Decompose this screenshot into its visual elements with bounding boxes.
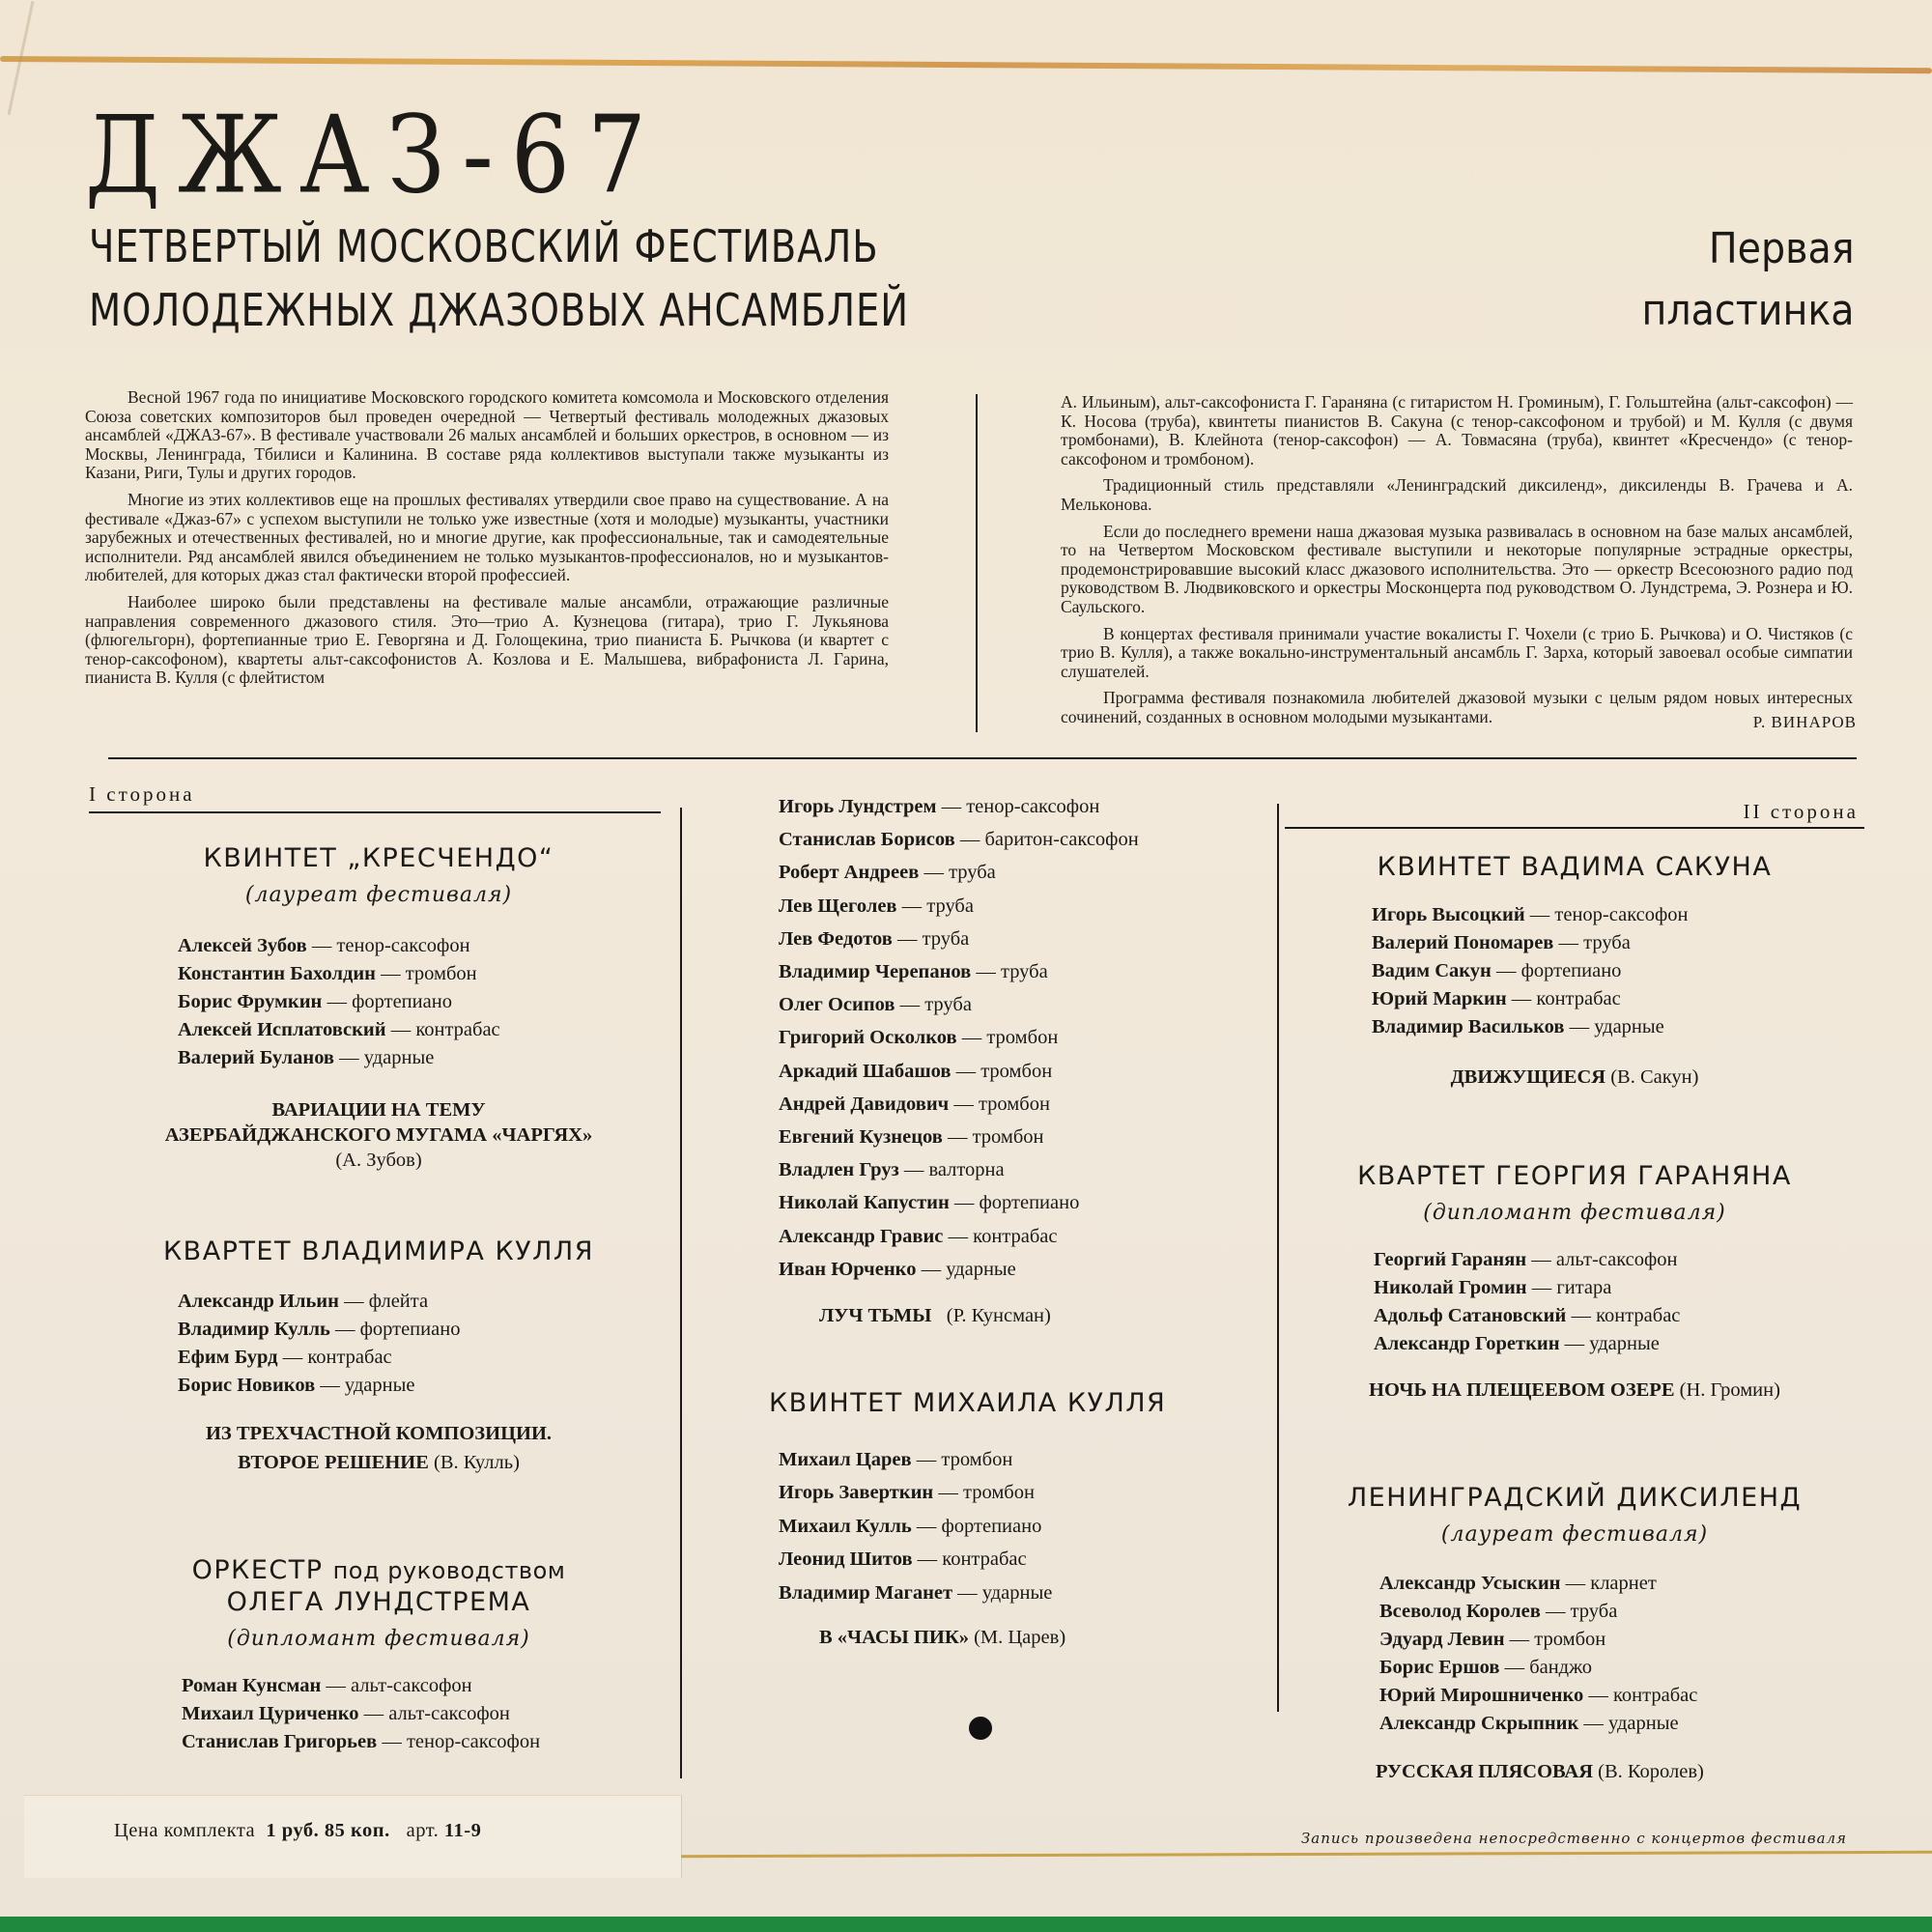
subtitle-line-1: ЧЕТВЕРТЫЙ МОСКОВСКИЙ ФЕСТИВАЛЬ	[89, 220, 879, 272]
member: Александр Горeткин — ударные	[1374, 1333, 1660, 1354]
track-composer: (М. Царев)	[974, 1627, 1066, 1649]
member: Лев Федотов — труба	[779, 927, 970, 950]
member: Иван Юрченко — ударные	[779, 1258, 1016, 1280]
member: Владимир Кулль — фортепиано	[178, 1319, 461, 1340]
member: Владимир Черепанов — труба	[779, 961, 1048, 983]
member: Всеволод Королев — труба	[1379, 1601, 1618, 1622]
liner-notes-left	[85, 388, 889, 696]
member-list	[779, 790, 1262, 1286]
member: Валерий Буланов — ударные	[178, 1047, 435, 1068]
member: Игорь Лундстрем — тенор-саксофон	[779, 796, 1100, 817]
ensemble-title-line-2: ОЛЕГА ЛУНДСТРЕМА	[226, 1587, 531, 1617]
member: Николай Капустин — фортепиано	[779, 1192, 1080, 1214]
member: Алексей Исплатовский — контрабас	[178, 1019, 500, 1040]
side-2-label: II сторона	[1743, 800, 1859, 823]
member: Евгений Кузнецов — тромбон	[779, 1126, 1044, 1149]
track	[1285, 1378, 1864, 1403]
ensemble-vladimir-kull	[89, 1236, 668, 1477]
paragraph: Традиционный стиль представляли «Ленинградский диксиленд», диксиленды В. Грачева и А. Мельконова.	[1061, 475, 1853, 514]
side-1-rule	[89, 811, 661, 813]
article-value: 11-9	[443, 1820, 482, 1841]
price-value: 1 руб. 85 коп.	[266, 1820, 390, 1841]
track-composer: (В. Кулль)	[434, 1452, 520, 1473]
member: Константин Бахолдин — тромбон	[178, 963, 477, 984]
track-composer: (Н. Громин)	[1679, 1379, 1780, 1401]
member: Андрей Давидович — тромбон	[779, 1093, 1050, 1115]
ensemble-title: КВИНТЕТ ВАДИМА САКУНА	[1377, 852, 1773, 882]
price-label: Цена комплекта	[114, 1820, 256, 1841]
track-title-line-2: ВТОРОЕ РЕШЕНИЕ	[238, 1452, 429, 1473]
member: Вадим Сакун — фортепиано	[1372, 960, 1622, 981]
paper-edge-line	[681, 1851, 1932, 1859]
ensemble-title: КВАРТЕТ ГЕОРГИЯ ГАРАНЯНА	[1357, 1161, 1792, 1191]
member: Георгий Гаранян — альт-саксофон	[1374, 1249, 1678, 1270]
member: Олег Осипов — труба	[779, 994, 972, 1016]
price-info	[114, 1820, 481, 1842]
member: Роберт Андреев — труба	[779, 862, 996, 884]
member: Александр Ильин — флейта	[178, 1291, 429, 1312]
track-title: НОЧЬ НА ПЛЕЩЕЕВОМ ОЗЕРЕ	[1369, 1379, 1675, 1401]
member: Адольф Сатановский — контрабас	[1374, 1305, 1681, 1326]
member: Николай Громин — гитара	[1374, 1277, 1612, 1298]
disc-line-1: Первая	[1709, 224, 1855, 273]
ensemble-title: КВИНТЕТ МИХАИЛА КУЛЛЯ	[769, 1388, 1167, 1418]
section-divider	[108, 757, 1857, 759]
member-list	[1372, 901, 1864, 1041]
ensemble-status: (дипломант фестиваля)	[1423, 1201, 1726, 1225]
liner-notes-right	[1061, 393, 1853, 735]
track	[1376, 1759, 1864, 1784]
member-list	[182, 1672, 668, 1756]
track	[819, 1625, 1213, 1650]
orchestra-members-continued	[779, 790, 1262, 1328]
track-title: ДВИЖУЩИЕСЯ	[1450, 1066, 1606, 1088]
track	[89, 1419, 668, 1477]
paragraph: Если до последнего времени наша джазовая музыка развивалась в основном на базе малых ансамблей, то на Четвертом Московском фестивале выступили и некоторые популярные эстрадные оркестры, продемонстрировавшие высокий класс джазового исполнительства. Это — оркестр Всесоюзного радио под руководством В. Людвиковского и оркестры Москонцерта под руководством О. Лундстрема, Э. Рознера и Ю. Саульского.	[1061, 521, 1853, 616]
member: Михаил Царев — тромбон	[779, 1449, 1013, 1470]
member: Владимир Маганет — ударные	[779, 1581, 1053, 1604]
ensemble-title: КВАРТЕТ ВЛАДИМИРА КУЛЛЯ	[163, 1236, 594, 1266]
member: Борис Ершов — банджо	[1379, 1657, 1593, 1678]
disc-line-2: пластинка	[1641, 286, 1855, 335]
track-title: РУССКАЯ ПЛЯСОВАЯ	[1376, 1761, 1594, 1782]
article-label: арт.	[406, 1820, 440, 1841]
column-divider	[1277, 804, 1279, 1712]
recording-note: Запись произведена непосредственно с концертов фестиваля	[1300, 1830, 1847, 1847]
track-title-line-1: ИЗ ТРЕХЧАСТНОЙ КОМПОЗИЦИИ.	[205, 1423, 553, 1444]
member-list	[178, 1288, 668, 1400]
member: Алексей Зубов — тенор-саксофон	[178, 935, 470, 956]
ensemble-status: (лауреат фестиваля)	[244, 883, 513, 907]
member: Аркадий Шабашов — тромбон	[779, 1060, 1053, 1082]
notes-author: Р. ВИНАРОВ	[1752, 713, 1857, 731]
member: Игорь Заверткин — тромбон	[779, 1482, 1035, 1504]
member: Юрий Мирошниченко — контрабас	[1379, 1685, 1698, 1706]
column-divider	[680, 808, 682, 1778]
member: Борис Новиков — ударные	[178, 1375, 415, 1396]
member: Александр Усыскин — кларнет	[1379, 1573, 1657, 1594]
track-composer: (А. Зубов)	[335, 1150, 422, 1171]
paragraph: Программа фестиваля познакомила любителей джазовой музыки с целым рядом новых интересных сочинений, созданных в основном молодыми музыкантами.	[1061, 688, 1853, 726]
member: Ефим Бурд — контрабас	[178, 1347, 392, 1368]
paragraph: В концертах фестиваля принимали участие вокалисты Г. Чохели (с трио Б. Рычкова) и О. Чистяков (с трио В. Кулля), а также вокально-инструментальный ансамбль Г. Зарха, который завоевал особые симпатии слушателей.	[1061, 623, 1853, 681]
member: Александр Гравис — контрабас	[779, 1225, 1058, 1247]
member: Григорий Осколков — тромбон	[779, 1027, 1059, 1049]
paragraph: Наиболее широко были представлены на фестивале малые ансамбли, отражающие различные направления современного джазового стиля. Это—трио А. Кузнецова (гитара), трио Г. Лукьянова (флюгельгорн), фортепианные трио Е. Геворгяна и Д. Голощекина, трио пианиста Б. Рычкова (и квартет с тенор-саксофоном), квартеты альт-саксофонистов А. Козлова и Е. Малышева, вибрафониста Л. Гарина, пианиста В. Кулля (с флейтистом	[85, 591, 889, 688]
bullet-dot	[969, 1717, 992, 1740]
member: Юрий Маркин — контрабас	[1372, 988, 1621, 1009]
side-1-label: I сторона	[89, 782, 195, 806]
track-title-line-2: АЗЕРБАЙДЖАНСКОГО МУГАМА «ЧАРГЯХ»	[164, 1124, 593, 1146]
member: Станислав Борисов — баритон-саксофон	[779, 829, 1139, 851]
track-composer: (Р. Кунсман)	[946, 1305, 1051, 1327]
ensemble-status: (лауреат фестиваля)	[1440, 1522, 1709, 1547]
ensemble-crescendo	[89, 843, 668, 1173]
ensemble-status: (дипломант фестиваля)	[227, 1627, 530, 1651]
ensemble-georgy-garanyan	[1285, 1161, 1864, 1403]
paragraph: Весной 1967 года по инициативе Московского городского комитета комсомола и Московского отделения Союза советских композиторов был проведен очередной — Четвертый фестиваль молодежных джазовых ансамблей «ДЖАЗ-67». В фестивале участвовали 26 малых ансамблей и больших оркестров, в основном — из Москвы, Ленинграда, Тбилиси и Калинина. В составе ряда коллективов выступали также музыканты из Казани, Риги, Тулы и других городов.	[85, 387, 889, 483]
paragraph: А. Ильиным), альт-саксофониста Г. Гараняна (с гитаристом Н. Громиным), Г. Гольштейна (альт-саксофон) — К. Носова (труба), квинтеты пианистов В. Сакуна (с тенор-саксофоном и трубой) и М. Кулля (с двумя тромбонами), В. Клейнота (тенор-саксофон) — А. Товмасяна (труба), квинтет «Кресчендо» (с тенор-саксофоном и тромбоном).	[1061, 392, 1853, 469]
ensemble-title: ОРКЕСТР под руководством	[191, 1555, 566, 1585]
disc-number	[1642, 218, 1855, 342]
member: Лев Щеголев — труба	[779, 895, 974, 917]
member: Валерий Пономарев — труба	[1372, 932, 1631, 953]
member-list	[178, 932, 668, 1072]
member: Михаил Цуриченко — альт-саксофон	[182, 1703, 510, 1724]
paragraph: Многие из этих коллективов еще на прошлых фестивалях утвердили свое право на существование. А на фестивале «Джаз-67» с успехом выступили не только уже известные (хотя и молодые) музыканты, участники зарубежных и отечественных фестивалей, но и многие другие, как профессиональные, так и самодеятельные исполнители. Ряд ансамблей явился объединением не только музыкантов-профессионалов, но и музыкантов-любителей, для которых джаз стал фактически второй профессией.	[85, 489, 889, 585]
track-title: В «ЧАСЫ ПИК»	[819, 1627, 969, 1649]
member-list	[779, 1443, 1213, 1609]
member: Леонид Шитов — контрабас	[779, 1548, 1027, 1571]
member: Владлен Груз — валторна	[779, 1159, 1005, 1181]
member: Борис Фрумкин — фортепиано	[178, 991, 452, 1012]
side-2-rule	[1285, 827, 1864, 829]
album-title: ДЖАЗ-67	[85, 93, 665, 217]
ensemble-leningrad-dixieland	[1285, 1483, 1864, 1784]
track-composer: (В. Сакун)	[1610, 1066, 1699, 1088]
member: Александр Скрыпник — ударные	[1379, 1713, 1679, 1734]
member-list	[1374, 1246, 1864, 1358]
member-list	[1379, 1570, 1864, 1738]
member: Игорь Высоцкий — тенор-саксофон	[1372, 904, 1689, 925]
track	[819, 1303, 1262, 1328]
paper-stain	[0, 56, 1932, 73]
member: Роман Кунсман — альт-саксофон	[182, 1675, 472, 1696]
column-divider	[976, 394, 978, 732]
track-title-line-1: ВАРИАЦИИ НА ТЕМУ	[271, 1099, 486, 1121]
subtitle-line-2: МОЛОДЕЖНЫХ ДЖАЗОВЫХ АНСАМБЛЕЙ	[89, 284, 909, 336]
ensemble-mikhail-kull	[769, 1388, 1213, 1650]
track-title: ЛУЧ ТЬМЫ	[819, 1305, 932, 1327]
track-composer: (В. Королев)	[1598, 1761, 1704, 1782]
member: Михаил Кулль — фортепиано	[779, 1515, 1042, 1537]
track	[1285, 1065, 1864, 1090]
ensemble-lundstrem-orchestra	[89, 1555, 668, 1756]
green-edge-band	[0, 1917, 1932, 1932]
ensemble-vadim-sakun	[1285, 852, 1864, 1090]
member: Владимир Васильков — ударные	[1372, 1016, 1664, 1037]
ensemble-title: ЛЕНИНГРАДСКИЙ ДИКСИЛЕНД	[1347, 1483, 1803, 1513]
track	[89, 1097, 668, 1173]
member: Станислав Григорьев — тенор-саксофон	[182, 1731, 541, 1752]
member: Эдуард Левин — тромбон	[1379, 1629, 1606, 1650]
ensemble-title: КВИНТЕТ „КРЕСЧЕНДО“	[203, 843, 554, 873]
album-subtitle	[89, 214, 909, 342]
